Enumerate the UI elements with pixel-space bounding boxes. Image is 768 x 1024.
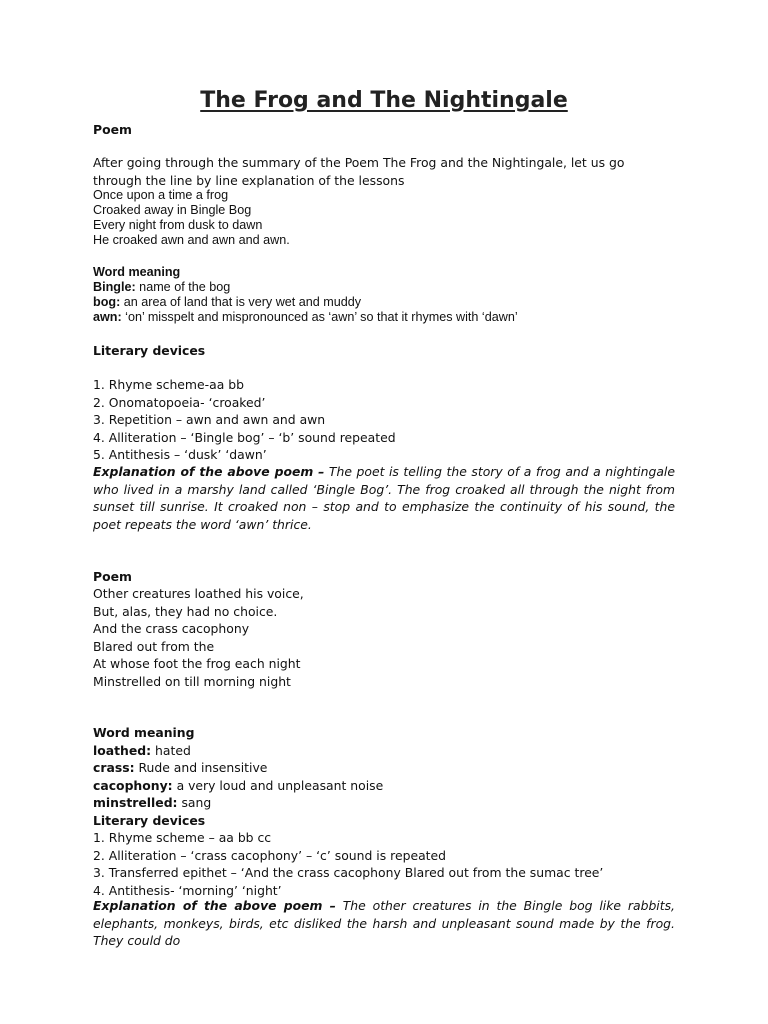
explanation-label: Explanation of the above poem – bbox=[93, 464, 325, 479]
literary-heading: Literary devices bbox=[93, 812, 206, 828]
intro-line: through the line by line explanation of the lessons bbox=[93, 172, 405, 188]
device-item: 1. Rhyme scheme-aa bb bbox=[93, 377, 244, 392]
poem-line: Other creatures loathed his voice, bbox=[93, 586, 304, 601]
device-item: 3. Repetition – awn and awn and awn bbox=[93, 412, 326, 427]
poem-line: Every night from dusk to dawn bbox=[93, 218, 263, 232]
section2-explanation bbox=[93, 897, 675, 950]
section1-word-meaning bbox=[93, 265, 675, 325]
section1-explanation bbox=[93, 463, 675, 533]
section1-intro bbox=[93, 154, 675, 189]
explanation-text: The poet is telling the story of a frog and a nightingale who lived in a marshy land called ‘Bingle Bog’. The frog croaked all through the night from sunset till sunrise. It croaked non – stop and to emphasize the continuity of his sound, the poet repeats the word ‘awn’ thrice. bbox=[93, 464, 675, 532]
word-meaning-item: Bingle: name of the bog bbox=[93, 280, 231, 294]
device-item: 2. Alliteration – ‘crass cacophony’ – ‘c’ sound is repeated bbox=[93, 847, 447, 863]
poem-line: Croaked away in Bingle Bog bbox=[93, 203, 252, 217]
poem-line: At whose foot the frog each night bbox=[93, 656, 301, 671]
device-item: 3. Transferred epithet – ‘And the crass cacophony Blared out from the sumac tree’ bbox=[93, 865, 604, 880]
section1-literary-heading: Literary devices bbox=[93, 343, 206, 358]
section2-poem bbox=[93, 585, 675, 690]
device-item: 4. Alliteration – ‘Bingle bog’ – ‘b’ sound repeated bbox=[93, 429, 396, 445]
section2-word-meaning bbox=[93, 724, 675, 899]
word-meaning-item: crass: Rude and insensitive bbox=[93, 760, 268, 775]
section1-devices bbox=[93, 376, 675, 464]
poem-line: Once upon a time a frog bbox=[93, 188, 229, 202]
explanation-label: Explanation of the above poem – bbox=[93, 898, 336, 913]
word-meaning-heading: Word meaning bbox=[93, 265, 181, 279]
word-meaning-heading: Word meaning bbox=[93, 725, 195, 740]
word-meaning-item: bog: an area of land that is very wet and muddy bbox=[93, 295, 362, 309]
device-item: 1. Rhyme scheme – aa bb cc bbox=[93, 830, 272, 845]
section1-heading: Poem bbox=[93, 122, 132, 137]
device-item: 2. Onomatopoeia- ‘croaked’ bbox=[93, 394, 266, 410]
device-item: 5. Antithesis – ‘dusk’ ‘dawn’ bbox=[93, 447, 267, 462]
poem-line: And the crass cacophony bbox=[93, 621, 250, 636]
document-title: The Frog and The Nightingale bbox=[200, 88, 568, 113]
section2-heading: Poem bbox=[93, 569, 132, 584]
poem-line: Minstrelled on till morning night bbox=[93, 673, 291, 689]
intro-line: After going through the summary of the Poem The Frog and the Nightingale, let us go bbox=[93, 155, 625, 170]
poem-line: Blared out from the bbox=[93, 638, 215, 654]
section1-poem bbox=[93, 188, 675, 248]
word-meaning-item: cacophony: a very loud and unpleasant noise bbox=[93, 777, 384, 793]
explanation-text: The other creatures in the Bingle bog like rabbits, elephants, monkeys, birds, etc disliked the harsh and unpleasant sound made by the frog. They could do bbox=[93, 898, 675, 948]
word-meaning-item: minstrelled: sang bbox=[93, 795, 212, 810]
device-item: 4. Antithesis- ‘morning’ ‘night’ bbox=[93, 882, 282, 898]
poem-line: But, alas, they had no choice. bbox=[93, 603, 278, 619]
word-meaning-item: loathed: hated bbox=[93, 742, 191, 758]
word-meaning-item: awn: ‘on’ misspelt and mispronounced as ‘awn’ so that it rhymes with ‘dawn’ bbox=[93, 310, 518, 324]
poem-line: He croaked awn and awn and awn. bbox=[93, 233, 290, 247]
